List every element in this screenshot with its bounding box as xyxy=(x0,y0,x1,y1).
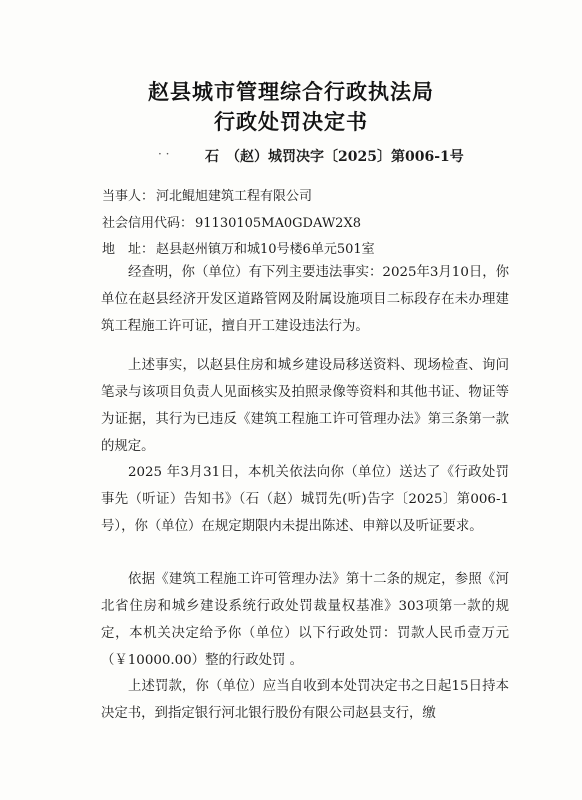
credit-code-label: 社会信用代码： xyxy=(102,216,194,231)
party-name-label: 当事人： xyxy=(102,189,155,204)
credit-code-value: 91130105MA0GDAW2X8 xyxy=(195,216,361,231)
credit-code-field xyxy=(102,212,361,231)
agency-title: 赵县城市管理综合行政执法局 xyxy=(148,80,434,104)
paragraph-facts: 经查明，你（单位）有下列主要违法事实：2025年3月10日，你单位在赵县经济开发区道路管网及附属设施项目二标段存在未办理建筑工程施工许可证，擅自开工建设违法行为。 xyxy=(101,265,510,334)
party-name-field xyxy=(102,185,312,204)
address-field xyxy=(102,238,375,257)
party-name-value: 河北鲲旭建筑工程有限公司 xyxy=(156,189,313,204)
document-number: 石 （赵）城罚决字〔2025〕第006-1号 xyxy=(205,149,464,165)
address-label: 地 址： xyxy=(102,242,155,257)
paragraph-notice: 2025 年3月31日，本机关依法向你（单位）送达了《行政处罚事先（听证）告知书》（石（赵）城罚先(听)告字〔2025〕第006-1号），你（单位）在规定期限内未提出陈述、申辩以及听证要求。 xyxy=(101,465,509,534)
paragraph-payment: 上述罚款，你（单位）应当自收到本处罚决定书之日起15日持本决定书，到指定银行河北银行股份有限公司赵县支行，缴 xyxy=(101,679,509,721)
paragraph-evidence: 上述事实，以赵县住房和城乡建设局移送资料、现场检查、询问笔录与该项目负责人见面核实及拍照录像等资料和其他书证、物证等为证据，其行为已违反《建筑工程施工许可管理办法》第三条第一款的规定。 xyxy=(101,358,509,454)
address-value: 赵县赵州镇万和城10号楼6单元501室 xyxy=(156,242,375,257)
seal-dots: · · xyxy=(158,147,170,161)
paragraph-penalty: 依据《建筑工程施工许可管理办法》第十二条的规定，参照《河北省住房和城乡建设系统行政处罚裁量权基准》303项第一款的规定，本机关决定给予你（单位）以下行政处罚：罚款人民币壹万元（￥10000.00）整的行政处罚 。 xyxy=(101,572,509,668)
document-type-title: 行政处罚决定书 xyxy=(214,110,368,134)
